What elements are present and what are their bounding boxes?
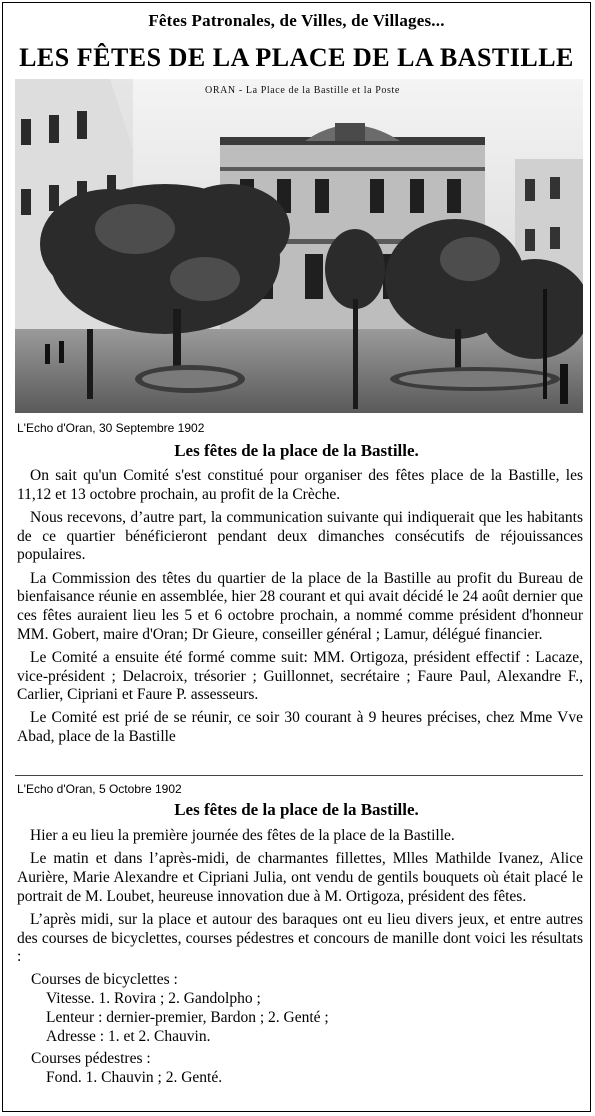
article-2-title: Les fêtes de la place de la Bastille.	[174, 800, 419, 819]
postcard-photo	[15, 79, 583, 413]
paragraph: Hier a eu lieu la première journée des fêtes de la place de la Bastille.	[30, 827, 455, 844]
paragraph: La Commission des têtes du quartier de la place de la Bastille au profit du Bureau de bienfaisance réunie en assemblée, hier 28 courant et qui avait décidé le 24 août dernier que ces fêtes auraient lieu les 5 et 6 octobre prochain, a nommé comme président d'honneur MM. Gobert, maire d'Oran; Dr Gieure, conseiller général ; Lamur, délégué financier.	[17, 569, 583, 643]
paragraph: On sait qu'un Comité s'est constitué pour organiser des fêtes place de la Bastille, les 11,12 et 13 octobre prochain, au profit de la Crèche.	[17, 467, 583, 503]
paragraph: Le Comité a ensuite été formé comme suit: MM. Ortigoza, président effectif : Lacaze, vice-président ; Delacroix, trésorier ; Guillonnet, secrétaire ; Faure Paul, Alexandre F., Carlier, Cipriani et Faure P. assesseurs.	[17, 648, 583, 704]
result-line: Adresse : 1. et 2. Chauvin.	[46, 1027, 211, 1045]
page-title: LES FÊTES DE LA PLACE DE LA BASTILLE	[19, 43, 574, 72]
paragraph: Nous recevons, d’autre part, la communication suivante qui indiquerait que les habitants de ce quartier bénéficieront pendant deux dimanches consécutifs de réjouissances populaires.	[17, 508, 583, 564]
result-line: Lenteur : dernier-premier, Bardon ; 2. Genté ;	[46, 1008, 329, 1026]
photo-caption: ORAN - La Place de la Bastille et la Poste	[205, 85, 400, 96]
paragraph: L’après midi, sur la place et autour des baraques ont eu lieu divers jeux, et entre autres des courses de bicyclettes, courses pédestres et concours de manille dont voici les résultats :	[17, 910, 583, 966]
paragraph: Le matin et dans l’après-midi, de charmantes fillettes, Mlles Mathilde Ivanez, Alice Aurière, Marie Alexandre et Cipriani Julia, ont vendu de gentils bouquets où était placé le portrait de M. Loubet, heureuse innovation due à M. Ortigoza, président des fêtes.	[17, 850, 583, 905]
photo-illustration	[15, 79, 583, 413]
page-frame	[2, 2, 591, 1112]
source-line-2: L'Echo d'Oran, 5 Octobre 1902	[17, 782, 182, 796]
kicker-text: Fêtes Patronales, de Villes, de Villages...	[148, 11, 445, 30]
section-divider	[15, 775, 583, 776]
article-1-title: Les fêtes de la place de la Bastille.	[174, 441, 419, 460]
result-line: Vitesse. 1. Rovira ; 2. Gandolpho ;	[46, 990, 261, 1008]
results-heading-foot: Courses pédestres :	[31, 1050, 151, 1068]
source-line-1: L'Echo d'Oran, 30 Septembre 1902	[17, 421, 205, 435]
paragraph: Le Comité est prié de se réunir, ce soir 30 courant à 9 heures précises, chez Mme Vve Abad, place de la Bastille	[17, 709, 583, 746]
results-list	[31, 971, 583, 1087]
results-heading-bicycle: Courses de bicyclettes :	[31, 971, 178, 989]
article-2-body	[17, 827, 583, 1088]
article-1-body	[17, 467, 583, 751]
result-line: Fond. 1. Chauvin ; 2. Genté.	[46, 1068, 223, 1086]
